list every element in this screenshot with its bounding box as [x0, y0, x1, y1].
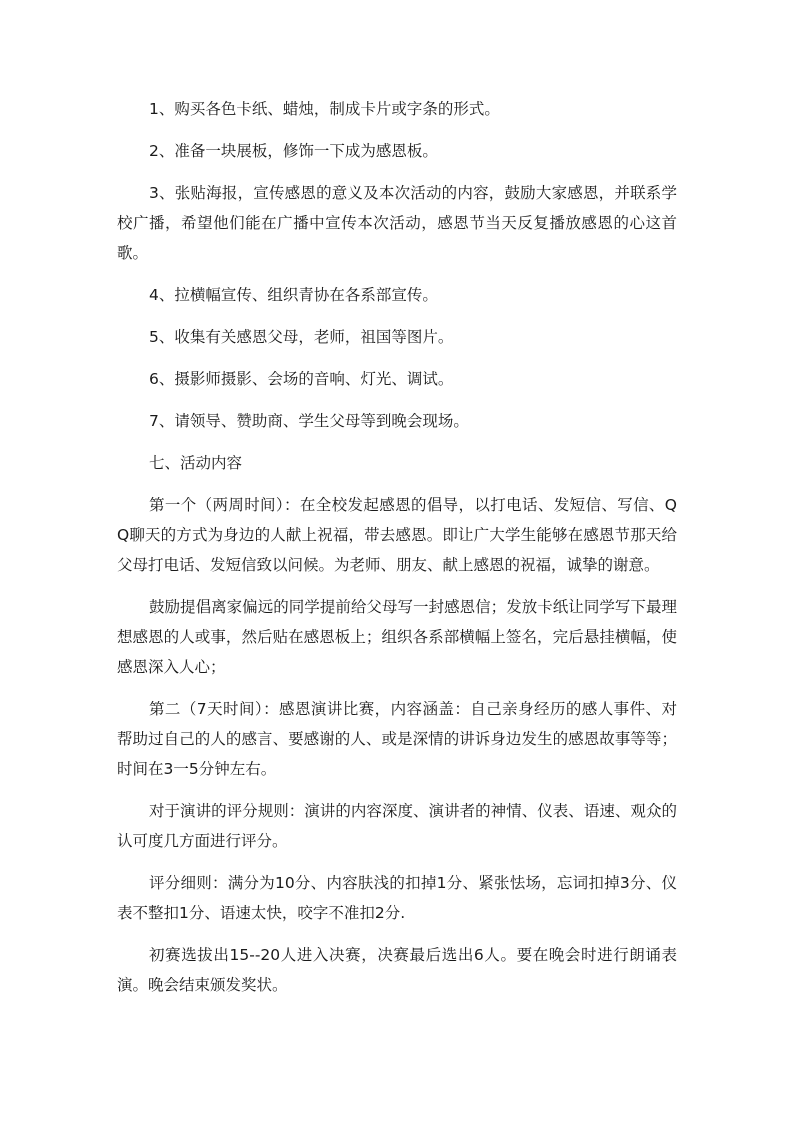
- list-item-prepare-board: 2、准备一块展板，修饰一下成为感恩板。: [149, 142, 438, 160]
- list-item-invite-guests: 7、请领导、赞助商、学生父母等到晚会现场。: [149, 412, 469, 430]
- paragraph-gratitude-letters: 鼓励提倡离家偏远的同学提前给父母写一封感恩信；发放卡纸让同学写下最理想感恩的人或事，然后贴在感恩板上；组织各系部横幅上签名，完后悬挂横幅，使感恩深入人心；: [117, 598, 677, 676]
- list-item-collect-pictures: 5、收集有关感恩父母，老师，祖国等图片。: [149, 328, 454, 346]
- paragraph-phase-one: 第一个（两周时间）：在全校发起感恩的倡导，以打电话、发短信、写信、QQ聊天的方式为身边的人献上祝福，带去感恩。即让广大学生能够在感恩节那天给父母打电话、发短信致以问候。为老师、朋友、献上感恩的祝福，诚挚的谢意。: [117, 496, 677, 574]
- list-item-buy-materials: 1、购买各色卡纸、蜡烛，制成卡片或字条的形式。: [149, 100, 500, 118]
- list-item-banner-promotion: 4、拉横幅宣传、组织青协在各系部宣传。: [149, 286, 438, 304]
- paragraph-scoring-details: 评分细则：满分为10分、内容肤浅的扣掉1分、紧张怯场，忘词扣掉3分、仪表不整扣1分、语速太快，咬字不准扣2分.: [117, 874, 677, 922]
- paragraph-phase-two: 第二（7天时间）：感恩演讲比赛，内容涵盖：自己亲身经历的感人事件、对帮助过自己的人的感言、要感谢的人、或是深情的讲诉身边发生的感恩故事等等；时间在3一5分钟左右。: [117, 700, 677, 778]
- document-body: [117, 94, 677, 1012]
- section-heading-activity-content: 七、活动内容: [149, 454, 243, 472]
- paragraph-scoring-rules: 对于演讲的评分规则：演讲的内容深度、演讲者的神情、仪表、语速、观众的认可度几方面进行评分。: [117, 802, 677, 850]
- list-item-photography-sound: 6、摄影师摄影、会场的音响、灯光、调试。: [149, 370, 454, 388]
- list-item-posters-broadcast: 3、张贴海报，宣传感恩的意义及本次活动的内容，鼓励大家感恩，并联系学校广播，希望他们能在广播中宣传本次活动，感恩节当天反复播放感恩的心这首歌。: [117, 184, 677, 262]
- paragraph-preliminary-selection: 初赛选拔出15--20人进入决赛，决赛最后选出6人。要在晚会时进行朗诵表演。晚会结束颁发奖状。: [117, 946, 677, 994]
